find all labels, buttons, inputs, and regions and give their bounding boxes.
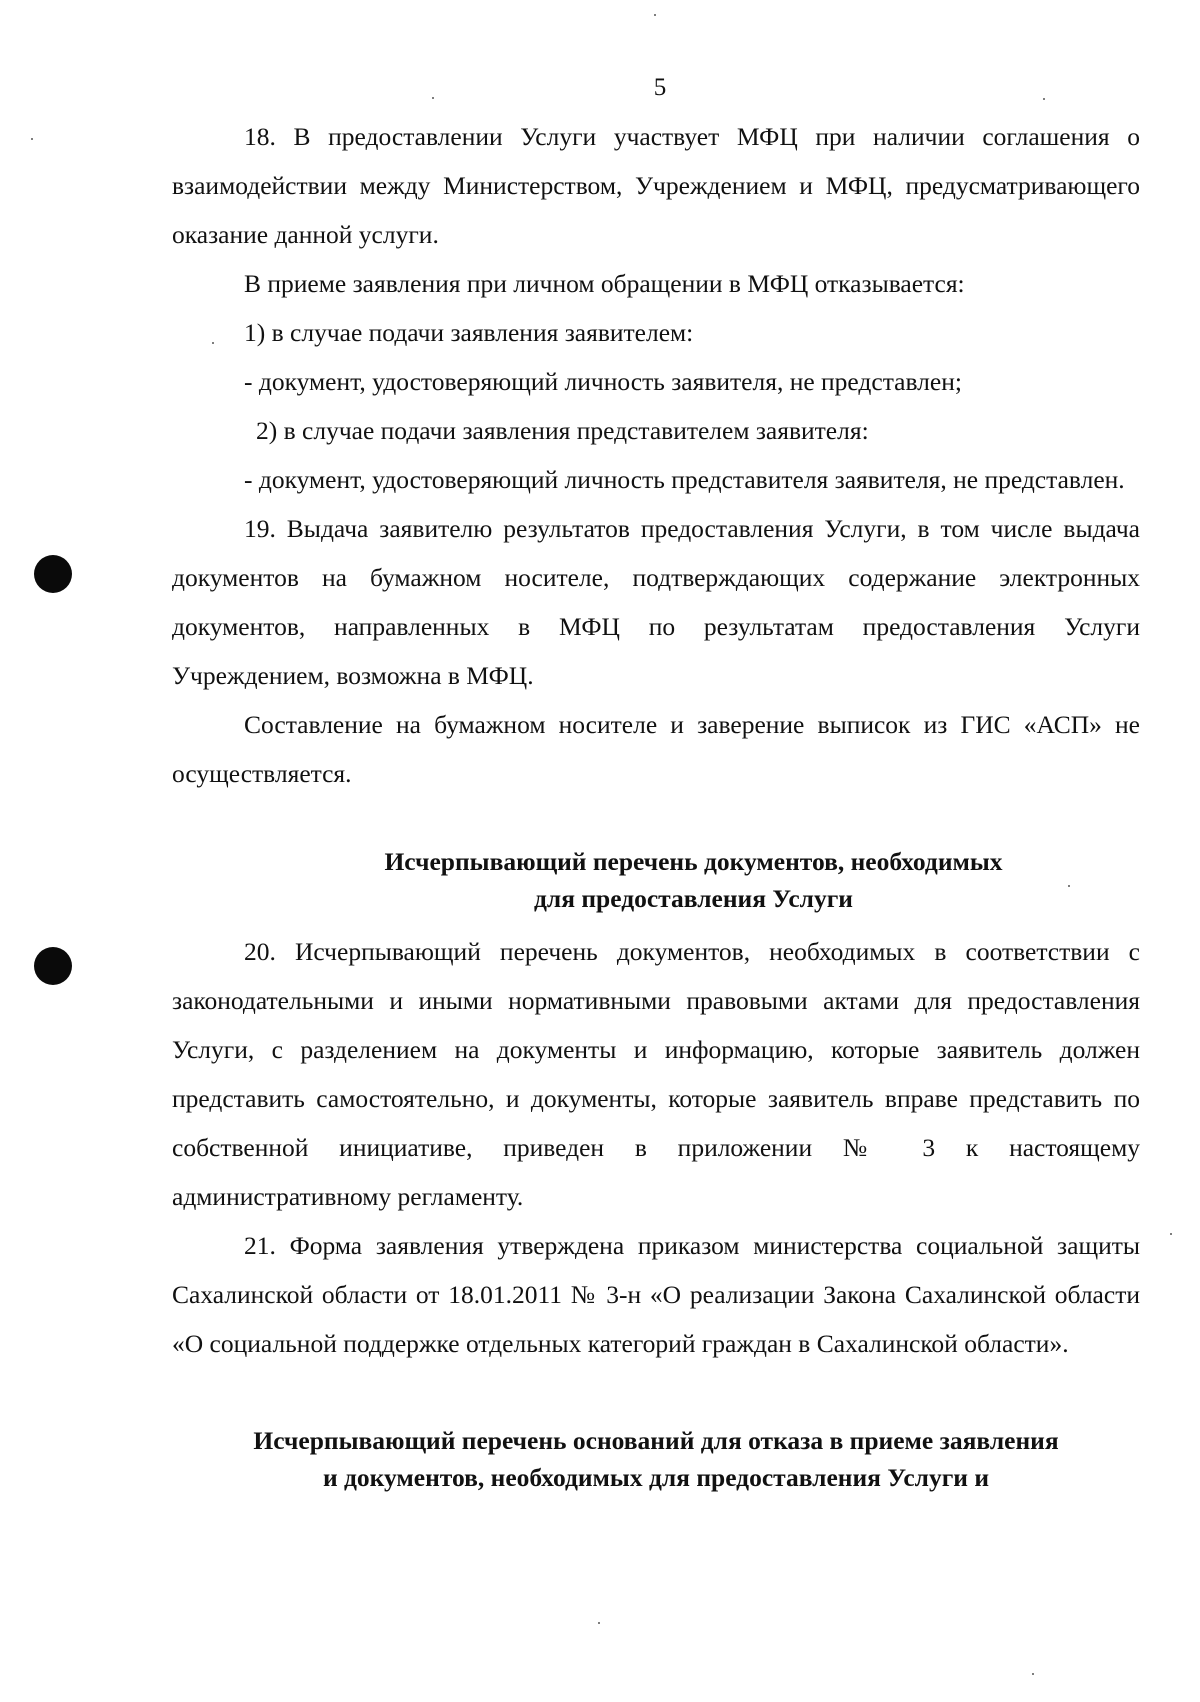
page-number: 5 [653,74,667,101]
scan-speck [1032,1673,1034,1675]
paragraph-20: 20. Исчерпывающий перечень документов, необходимых в соответствии с законодательными и иными нормативными правовыми актами для предоставления Услуги, с разделением на документы и информацию, которые заявитель должен представить самостоятельно, и документы, которые заявитель вправе представить по собственной инициативе, приведен в приложении № 3 к настоящему административному регламенту. [172,937,1140,1211]
scan-speck [654,14,656,16]
scan-speck [1043,98,1045,100]
refusal-case-2: 2) в случае подачи заявления представителем заявителя: [256,416,869,445]
paragraph-21: 21. Форма заявления утверждена приказом министерства социальной защиты Сахалинской области от 18.01.2011 № 3-н «О реализации Закона Сахалинской области «О социальной поддержке отдельных категорий граждан в Сахалинской области». [172,1231,1140,1358]
scan-speck [31,138,33,140]
punch-hole-lower [34,947,72,985]
paragraph-18: 18. В предоставлении Услуги участвует МФЦ при наличии соглашения о взаимодействии между Министерством, Учреждением и МФЦ, предусматривающего оказание данной услуги. [172,122,1140,249]
scan-speck [432,97,434,99]
scan-speck [598,1622,600,1624]
section-heading-documents [172,843,1140,917]
section-heading-line: Исчерпывающий перечень оснований для отказа в приеме заявления [253,1426,1059,1455]
gis-asp-note: Составление на бумажном носителе и заверение выписок из ГИС «АСП» не осуществляется. [172,710,1140,788]
refusal-intro: В приеме заявления при личном обращении в МФЦ отказывается: [244,269,965,298]
section-heading-line: Исчерпывающий перечень документов, необходимых [384,847,1003,876]
paragraph-19: 19. Выдача заявителю результатов предоставления Услуги, в том числе выдача документов на бумажном носителе, подтверждающих содержание электронных документов, направленных в МФЦ по результатам предоставления Услуги Учреждением, возможна в МФЦ. [172,514,1140,690]
document-body [172,112,1140,1496]
section-heading-line: и документов, необходимых для предоставления Услуги и [322,1463,990,1492]
scan-speck [1170,1233,1172,1235]
refusal-case-1: 1) в случае подачи заявления заявителем: [244,318,694,347]
refusal-case-2-item: - документ, удостоверяющий личность представителя заявителя, не представлен. [244,465,1125,494]
punch-hole-upper [34,555,72,593]
refusal-case-1-item: - документ, удостоверяющий личность заявителя, не представлен; [244,367,962,396]
section-heading-refusal-grounds [172,1422,1140,1496]
section-heading-line: для предоставления Услуги [533,884,853,913]
